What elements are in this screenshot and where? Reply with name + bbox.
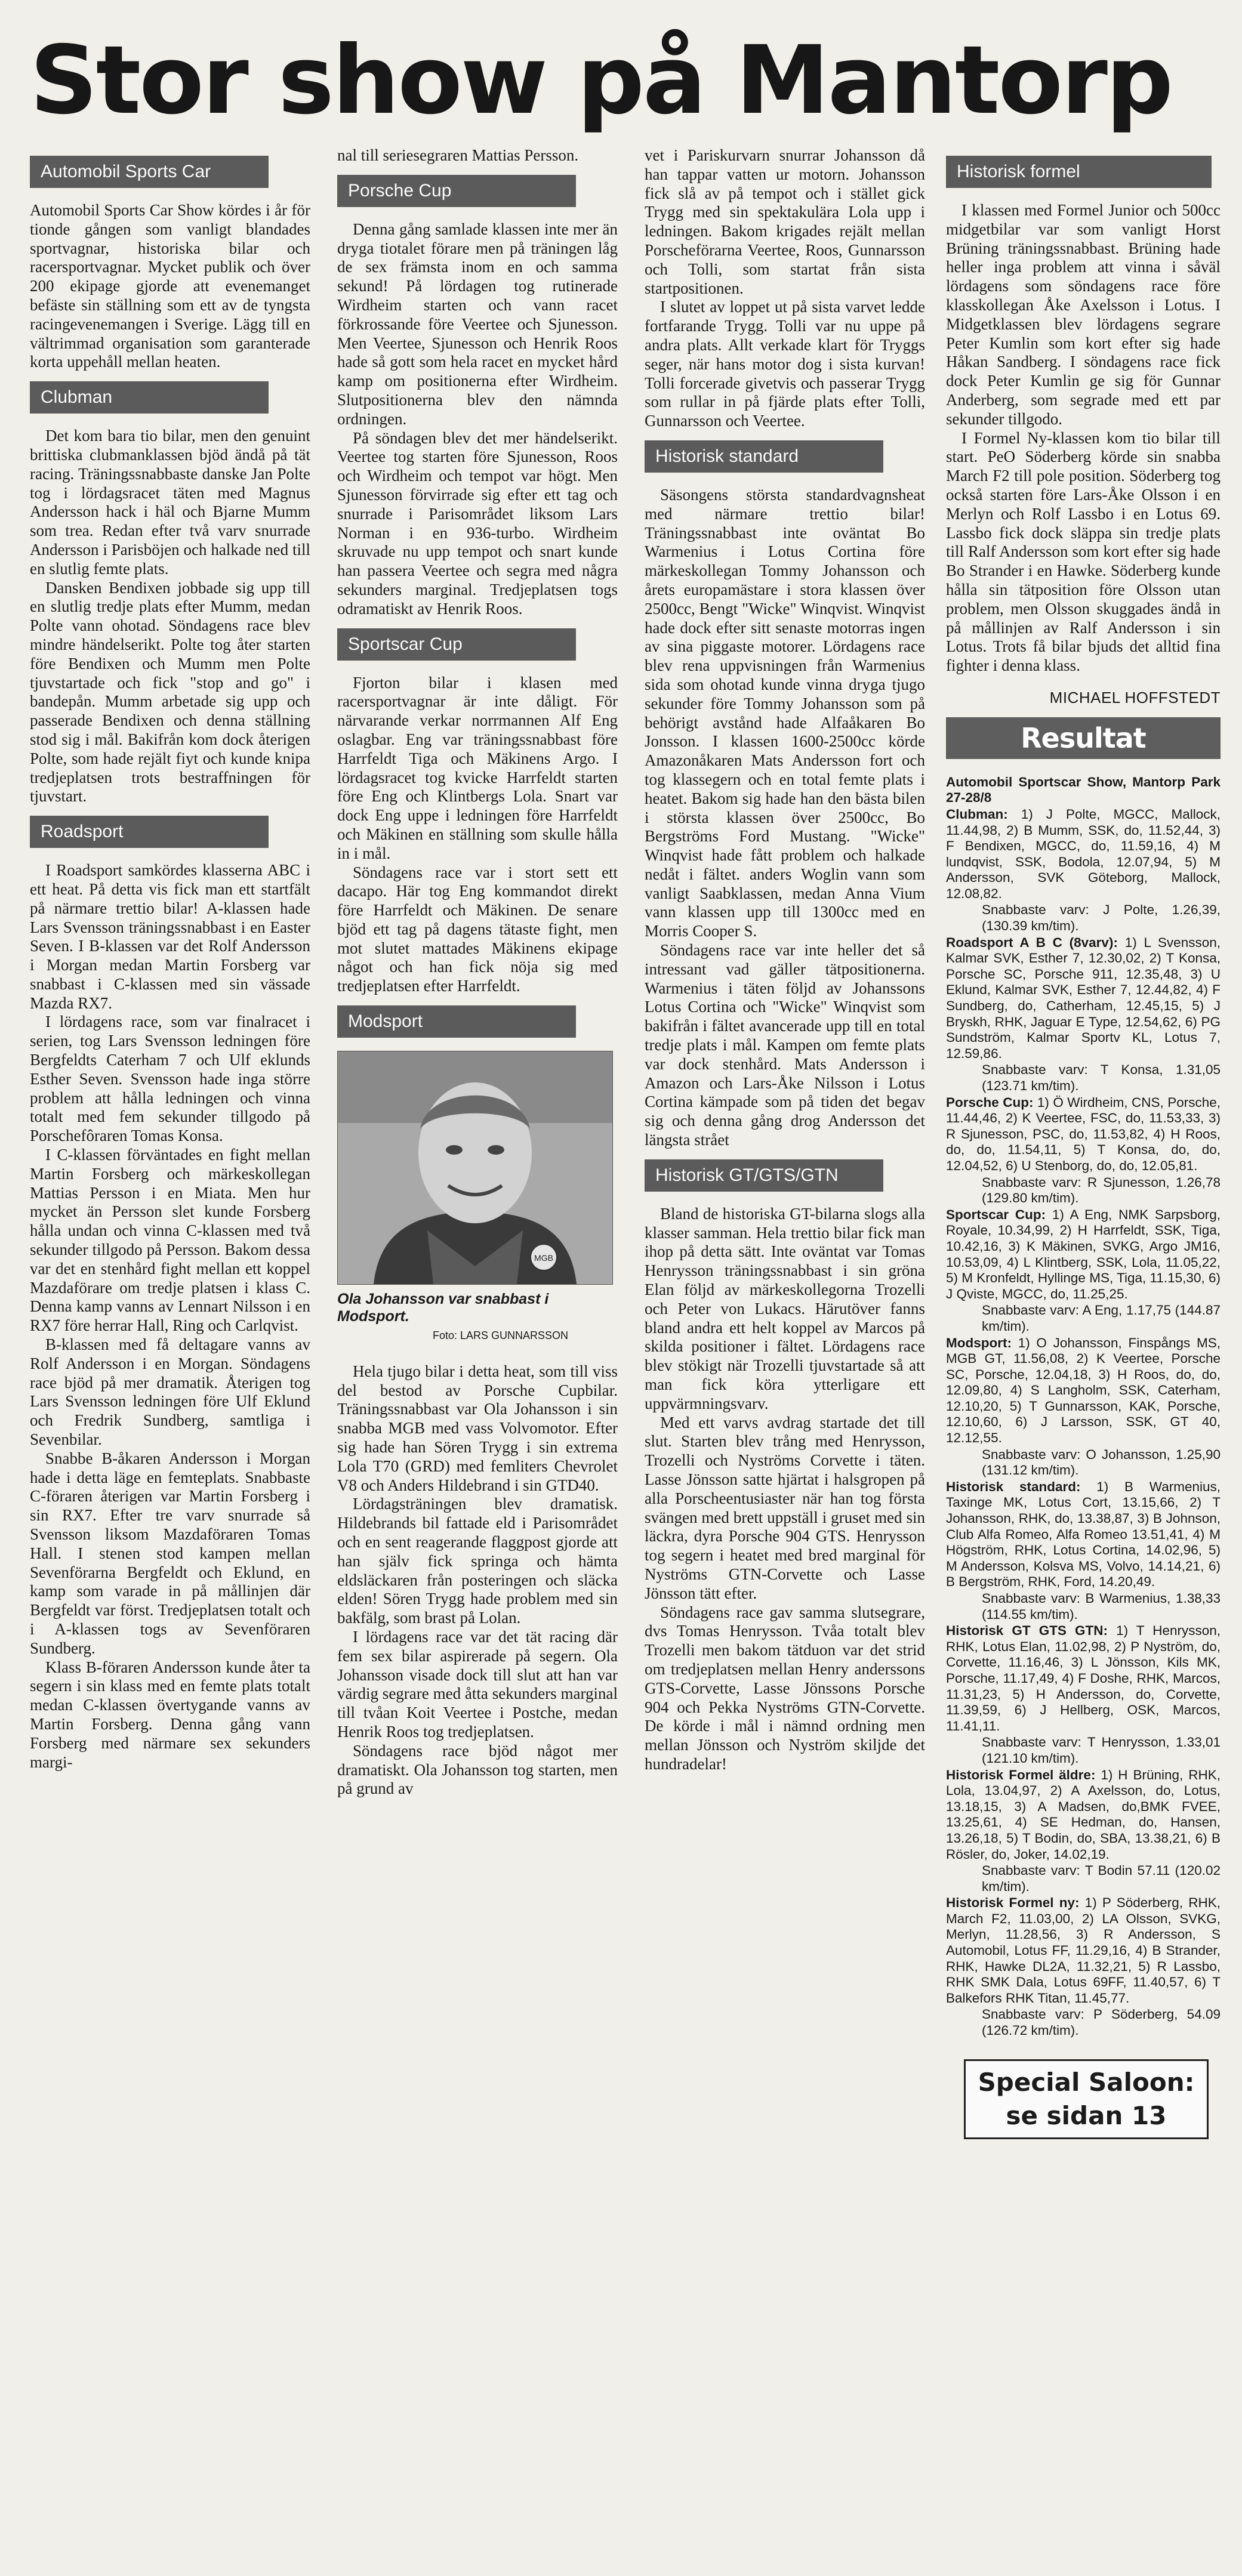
photo-badge-text: MGB xyxy=(534,1253,553,1263)
section-heading-clubman: Clubman xyxy=(30,381,269,414)
paragraph: Söndagens race var i stort sett ett dacapo. Här tog Eng kommandot direkt före Harrfeldt och Mäkinen. De senare bjöd ett tag på dagens tätaste fight, men mot slutet mattades Mäkinens ekipage något och han fick nöja sig med tredjeplatsen efter Harrfeldt. xyxy=(337,863,618,995)
section-heading-asc: Automobil Sports Car xyxy=(30,156,269,188)
photo-caption: Ola Johansson var snabbast i Modsport. xyxy=(337,1291,549,1325)
paragraph: Med ett varvs avdrag startade det till slut. Starten blev trång med Henrysson, Trozelli och Nyströms Corvette i täten. Lasse Jönsson satte hjärtat i halsgropen på alla Porscheentusiaster när han tog första svängen med brett uppställ i gruset med sin läckra, dyra Porsche 904 GTS. Henrysson tog segern i heatet med bred marginal för Nyströms GTN-Corvette och Lasse Jönsson tätt efter. xyxy=(645,1413,925,1602)
column-1 xyxy=(30,146,310,2569)
paragraph: Snabbe B-åkaren Andersson i Morgan hade i detta läge en femteplats. Snabbaste C-föraren återigen var Martin Forsberg i sin RX7. Efter tre varv snurrade så Svensson liksom Mazdaföraren Tomas Hall. I stenen stod kampen mellan Sevenförarna Bergfeldt och Eklund, en kamp som varade in på mållinjen där Bergfeldt var först. Tredjeplatsen totalt och i A-klassen togs av Sevenföraren Sundberg. xyxy=(30,1449,310,1657)
paragraph: I lördagens race var det tät racing där fem sex bilar aspirerade på segern. Ola Johansson visade dock till slut att han var värdig segrare med åtta sekunders marginal till tvåan Koit Veertee i Postche, medan Henrik Roos tog tredjeplatsen. xyxy=(337,1628,618,1741)
paragraph: Säsongens största standardvagnsheat med närmare trettio bilar! Träningssnabbast inte oväntat Bo Warmenius i Lotus Cortina före märkeskollegan Tommy Johansson och årets europamästare i stora klassen över 2500cc, Bengt "Wicke" Winqvist. Winqvist hade dock efter sitt senaste motorras ingen av sina piggaste motorer. Lördagens race blev rena uppvisningen från Warmenius sida som ohotad kunde vinna dryga tjugo sekunder före Tommy Johansson som på behörigt avstånd hade Alfaåkaren Bo Jonsson. I klassen 1600-2500cc körde Amazonåkaren Mats Andersson fort och tog klassegern och en total femte plats i heatet. Bakom sig hade han den bästa bilen i största klassen över 2500cc, Bo Bergströms Ford Mustang. "Wicke" Winqvist hade fått problem och halkade nedåt i fältet. anders Woglin vann som vanligt Saabklassen, medan Anna Vium vann klassen upp till 1300cc med en Morris Cooper S. xyxy=(645,485,925,940)
author-byline: MICHAEL HOFFSTEDT xyxy=(1049,688,1221,707)
photo-credit: Foto: LARS GUNNARSSON xyxy=(433,1329,569,1342)
page-headline: Stor show på Mantorp xyxy=(30,26,1172,135)
paragraph: vet i Pariskurvarn snurrar Johansson då han tappar vatten ur motorn. Johansson fick slå av på tempot och i stället gick Trygg med sin spektakulära Lola upp i ledningen. Bakom krigades rejält mellan Porscheförarna Veertee, Roos, Gunnarsson och Tolli, som startat från sista startpositionen. xyxy=(645,146,925,297)
paragraph: Denna gång samlade klassen inte mer än dryga tiotalet förare men på träningen låg de sex främsta inom en och samma sekund! På lördagen tog rutinerade Wirdheim starten och vann racet förkrossande före Veertee och Sjunesson. Men Veertee, Sjunesson och Henrik Roos hade så gott som hela racet en mycket hård kamp om positionerna efter Wirdheim. Slutpositionerna blev den nämnda ordningen. xyxy=(337,220,618,428)
portrait-image xyxy=(338,1051,612,1284)
paragraph: I klassen med Formel Junior och 500cc midgetbilar var som vanligt Horst Brüning träningssnabbast. Brüning hade heller inga problem att vinna i såväl lördagens som söndagens race före klasskollegan Åke Axelsson i Lotus. I Midgetklassen blev lördagens segrare Peter Kumlin som kort efter sig hade Håkan Sandberg. I söndagens race fick dock Peter Kumlin ge sig för Gunnar Anderberg, som segrade med ett par sekunder tillgodo. xyxy=(946,201,1221,428)
fastest-lap: Snabbaste varv: P Söderberg, 54.09 (126.72 km/tim). xyxy=(982,2007,1221,2038)
fastest-lap: Snabbaste varv: T Konsa, 1.31,05 (123.71 km/tim). xyxy=(982,1062,1221,1093)
column-4 xyxy=(946,146,1221,2569)
paragraph: Lördagsträningen blev dramatisk. Hildebrands bil fattade eld i Parisområdet och en sent reagerande flaggpost gjorde att han själv fick springa och hämta eldsläckaren från posteringen och släcka elden! Sören Trygg hade problem med sin bakfälg, som brast på Lolan. xyxy=(337,1495,618,1627)
paragraph: Fjorton bilar i klasen med racersportvagnar är inte dåligt. För närvarande verkar norrmannen Alf Eng oslagbar. Eng var träningssnabbast före Harrfeldt Tiga och Mäkinens Argo. I lördagsracet tog kvicke Harrfeldt starten före Eng och Klintbergs Lola. Snart var dock Eng uppe i ledningen före Harrfeldt och Mäkinen en ställning som skulle hålla in i mål. xyxy=(337,673,618,862)
result-entry: Roadsport A B C (8varv): 1) L Svensson, Kalmar SVK, Esther 7, 12.30,02, 2) T Konsa, Porsche SC, Porsche 911, 12.35,48, 3) U Eklund, Kalmar SVK, Esther 7, 12.44,82, 4) F Sundberg, do, Catherham, 12.45,15, 5) J Bryskh, RHK, Jaguar E Type, 12.54,62, 6) PG Sundström, Kalmar Sportv KL, Lotus 7, 12.59,86. xyxy=(946,934,1221,1061)
paragraph: I slutet av loppet ut på sista varvet ledde fortfarande Trygg. Tolli var nu uppe på andra plats. Allt verkade klart för Tryggs seger, när hans motor dog i sista kurvan! Tolli forcerade givetvis och passerar Trygg som rullar in på fjärde plats efter Tolli, Gunnarsson och Veertee. xyxy=(645,298,925,430)
paragraph: I lördagens race, som var finalracet i serien, tog Lars Svensson ledningen före Bergfeldts Caterham 7 och Ulf eklunds Esther Seven. Svensson hade inga större problem att hålla ledningen och vinna totalt med fem sekunder tillgodo på Porschefôraren Tomas Konsa. xyxy=(30,1013,310,1145)
section-heading-roadsport: Roadsport xyxy=(30,816,269,848)
special-saloon-page: se sidan 13 xyxy=(1006,2100,1167,2130)
results-list xyxy=(946,775,1221,2039)
column-3 xyxy=(645,146,925,2569)
paragraph: I Roadsport samkördes klasserna ABC i ett heat. På detta vis fick man ett startfält på närmare trettio bilar! A-klassen hade Lars Svensson träningssnabbast i en Easter Seven. I B-klassen var det Rolf Andersson i Morgan medan Martin Forsberg var snabbast i C-klassen med sin vässade Mazda RX7. xyxy=(30,861,310,1012)
section-heading-historisk-standard: Historisk standard xyxy=(645,440,883,473)
paragraph: I C-klassen förväntades en fight mellan Martin Forsberg och märkeskollegan Mattias Persson i en Miata. Men hur mycket än Persson slet kunde Forsberg hålla undan och vinna C-klassen med två sekunder tillgodo på Persson. Bakom dessa var det en stenhård fight mellan ett koppel Mazdaförare om tredje platsen i klass C. Denna kamp vanns av Lennart Nilsson i en RX7 före herrar Hall, Ring och Carlqvist. xyxy=(30,1146,310,1335)
result-entry: Historisk Formel äldre: 1) H Brüning, RHK, Lola, 13.04,97, 2) A Axelsson, do, Lotus, 13.18,15, 3) A Madsen, do,BMK FVEE, 13.25,61, 4) SE Hedman, do, Hansen, 13.26,18, 5) T Bodin, do, SBA, 13.38,21, 6) B Rösler, do, Joker, 14.02,19. xyxy=(946,1767,1221,1862)
column-2 xyxy=(337,146,618,2569)
section-heading-modsport: Modsport xyxy=(337,1005,576,1038)
driver-photo xyxy=(337,1051,613,1285)
paragraph: Söndagens race gav samma slutsegrare, dvs Tomas Henrysson. Tvåa totalt blev Trozelli men bakom tätduon var det strid om tredjeplatsen mellan Henry anderssons GTS-Corvette, Lasse Jönssons Porsche 904 och Pekka Nyströms GTN-Corvette. De körde i mål i nämnd ordning men mellan Jönsson och Nyström skiljde det hundradelar! xyxy=(645,1603,925,1773)
fastest-lap: Snabbaste varv: O Johansson, 1.25,90 (131.12 km/tim). xyxy=(982,1446,1221,1478)
paragraph: nal till seriesegraren Mattias Persson. xyxy=(337,146,579,164)
section-heading-porsche-cup: Porsche Cup xyxy=(337,175,576,207)
result-entry: Clubman: 1) J Polte, MGCC, Mallock, 11.44,98, 2) B Mumm, SSK, do, 11.52,44, 3) F Bendixen, MGCC, do, 11.59,16, 4) M lundqvist, SSK, Bodola, 12.07,94, 5) M Andersson, SVK Göteborg, Mallock, 12.08,82. xyxy=(946,806,1221,901)
fastest-lap: Snabbaste varv: R Sjunesson, 1.26,78 (129.80 km/tim). xyxy=(982,1174,1221,1206)
fastest-lap: Snabbaste varv: B Warmenius, 1.38,33 (114.55 km/tim). xyxy=(982,1591,1221,1622)
paragraph: På söndagen blev det mer händelserikt. Veertee tog starten före Sjunesson, Roos och Wirdheim och tempot var högt. Men Sjunesson förvirrade sig efter ett tag och snurrade i Parisområdet liksom Lars Norman i en 936-turbo. Wirdheim skruvade nu upp tempot och snart kunde han passera Veertee och segra med några sekunders marginal. Tredjeplatsen togs odramatiskt av Henrik Roos. xyxy=(337,428,618,618)
result-entry: Historisk GT GTS GTN: 1) T Henrysson, RHK, Lotus Elan, 11.02,98, 2) P Nyström, do, Corvette, 11.16,46, 3) L Jönsson, Kils MK, Porsche, 11.17,49, 4) F Doshe, RHK, Marcos, 11.31,23, 5) H Andersson, do, Corvette, 11.39,59, 6) J Hellberg, OSK, Marcos, 11.41,11. xyxy=(946,1623,1221,1733)
paragraph: Hela tjugo bilar i detta heat, som till viss del bestod av Porsche Cupbilar. Träningssnabbast var Ola Johansson i sin snabba MGB med vass Volvomotor. Efter sig hade han Sören Trygg i sin extrema Lola T70 (GRD) med femliters Chevrolet V8 och Anders Hildebrand i sin GTD40. xyxy=(337,1362,618,1494)
paragraph: Söndagens race bjöd något mer dramatiskt. Ola Johansson tog starten, men på grund av xyxy=(337,1741,618,1798)
fastest-lap: Snabbaste varv: T Henrysson, 1.33,01 (121.10 km/tim). xyxy=(982,1735,1221,1766)
section-heading-sportscar-cup: Sportscar Cup xyxy=(337,628,576,661)
paragraph: Det kom bara tio bilar, men den genuint brittiska clubmanklassen bjöd ändå på tät racing. Träningssnabbaste danske Jan Polte tog i lördagsracet täten med Magnus Andersson hack i häl och Bjarne Mumm som trea. Redan efter två varv snurrade Andersson i Parisböjen och halkade ned till en slutlig femte plats. xyxy=(30,427,310,578)
section-heading-historisk-gt: Historisk GT/GTS/GTN xyxy=(645,1159,883,1192)
result-entry: Historisk standard: 1) B Warmenius, Taxinge MK, Lotus Cort, 13.15,66, 2) T Johansson, RHK, do, 13.38,87, 3) B Johnson, Club Alfa Romeo, Alfa Romeo 13.51,41, 4) M Högström, RHK, Lotus Cortina, 14.02,96, 5) M Andersson, Kolsva MS, Volvo, 14.14,21, 6) B Bergström, RHK, Ford, 14.20,49. xyxy=(946,1479,1221,1590)
fastest-lap: Snabbaste varv: T Bodin 57.11 (120.02 km/tim). xyxy=(982,1863,1221,1894)
paragraph: Automobil Sports Car Show kördes i år för tionde gången som vanligt blandades sportvagnar, historiska bilar och racersportvagnar. Mycket publik och över 200 ekipage gjorde att evenemanget befäste sin ställning som ett av de tyngsta racingevenemangen i Sverige. Lägg till en vältrimmad organisation som garanterade korta uppehåll mellan heaten. xyxy=(30,201,310,371)
paragraph: I Formel Ny-klassen kom tio bilar till start. PeO Söderberg körde sin snabba March F2 till pole position. Söderberg tog också starten före Lars-Åke Olsson i en Merlyn och Rolf Lassbo i en Lotus 69. Lassbo fick dock släppa sin tredje plats till Ralf Andersson som kort efter sig hade Bo Strander i en Hawke. Söderberg kunde hålla sin tätposition före Olsson utan problem, men Olsson skuggades ändå in på mållinjen av Ralf Andersson i sin Lotus. Trots få bilar bjuds det alltid fina fighter i denna klass. xyxy=(946,428,1221,675)
fastest-lap: Snabbaste varv: A Eng, 1.17,75 (144.87 km/tim). xyxy=(982,1303,1221,1334)
paragraph: Klass B-föraren Andersson kunde åter ta segern i sin klass med en femte plats totalt medan C-klassen övertygande vanns av Martin Forsberg. Denna gång vann Forsberg med närmare sex sekunders margi- xyxy=(30,1658,310,1771)
results-heading: Resultat xyxy=(946,717,1221,759)
fastest-lap: Snabbaste varv: J Polte, 1.26,39, (130.39 km/tim). xyxy=(982,902,1221,934)
result-entry: Porsche Cup: 1) Ö Wirdheim, CNS, Porsche, 11.44,46, 2) K Veertee, FSC, do, 11.53,33, 3) R Sjunesson, PSC, do, 11.53,82, 4) H Roos, do, do, 11.54,11, 5) T Konsa, do, do, 12.04,52, 6) U Stenborg, do, do, 12.05,81. xyxy=(946,1094,1221,1173)
paragraph: B-klassen med få deltagare vanns av Rolf Andersson i en Morgan. Söndagens race bjöd på mer dramatik. Återigen tog Lars Svensson ledningen före Ulf Eklund och Fredrik Sundberg, samtliga i Sevenbilar. xyxy=(30,1335,310,1449)
paragraph: Söndagens race var inte heller det så intressant vad gäller tätpositionerna. Warmenius i täten följd av Johanssons Lotus Cortina och "Wicke" Winqvist som bakifrån i fältet avancerade upp till en total tredje plats i mål. Kampen om femte plats var dock stenhård. Mats Andersson i Amazon och Lars-Åke Nilsson i Lotus Cortina kämpade som på tiden det begav sig och denna gång drog Andersson det längsta strået xyxy=(645,941,925,1149)
result-entry: Modsport: 1) O Johansson, Finspångs MS, MGB GT, 11.56,08, 2) K Veertee, Porsche SC, Porsche, 12.04,18, 3) H Roos, do, do, 12.09,80, 4) S Langholm, SSK, Caterham, 12.10,20, 5) T Gunnarsson, KAK, Porsche, 12.10,60, 6) J Larsson, SSK, GT 40, 12.12,55. xyxy=(946,1335,1221,1446)
special-saloon-box xyxy=(964,2059,1209,2139)
special-saloon-label: Special Saloon: xyxy=(978,2067,1195,2097)
section-heading-historisk-formel: Historisk formel xyxy=(946,156,1212,188)
result-entry: Sportscar Cup: 1) A Eng, NMK Sarpsborg, Royale, 10.34,99, 2) H Harrfeldt, SSK, Tiga, 10.42,16, 3) K Mäkinen, SVKG, Argo JM16, 10.53,09, 4) L Klintberg, SSK, Lola, 11.05,22, 5) M Kronfeldt, Hyllinge MS, Tiga, 11.15,30, 6) J Qviste, MGCC, do, 11.25,25. xyxy=(946,1207,1221,1301)
paragraph: Bland de historiska GT-bilarna slogs alla klasser samman. Hela trettio bilar fick man ihop på detta sätt. Inte oväntat var Tomas Henrysson träningssnabbast i sin gröna Elan följd av märkeskollegorna Trozelli och Peter von Lukacs. Härutöver fanns bland andra ett helt koppel av Marcos på skilda positioner i fältet. Lördagens race blev stökigt när Trozelli tjuvstartade så att man fick köra ytterligare ett uppvärmningsvarv. xyxy=(645,1204,925,1412)
paragraph: Dansken Bendixen jobbade sig upp till en slutlig tredje plats efter Mumm, medan Polte vann ohotad. Söndagens race blev mindre händelserikt. Polte tog åter starten före Bendixen och Mumm men Polte tjuvstartade och fick "stop and go" i bandepån. Mumm arbetade sig upp och passerade Bendixen och denna ställning stod sig i mål. Bakifrån kom dock återigen Polte, som hade rejält fiyt och kunde knipa tredjeplatsen trots bestraffningen för tjuvstart. xyxy=(30,578,310,806)
results-event-title: Automobil Sportscar Show, Mantorp Park 27-28/8 xyxy=(946,774,1221,806)
result-entry: Historisk Formel ny: 1) P Söderberg, RHK, March F2, 11.03,00, 2) LA Olsson, SVKG, Merlyn, 11.28,56, 3) R Andersson, S Automobil, Lotus FF, 11.29,16, 4) B Strander, RHK, Hawke DL2A, 11.32,21, 5) R Lassbo, RHK SMK Dala, Lotus 69FF, 11.40,57, 6) T Balkefors RHK Titan, 11.45,77. xyxy=(946,1895,1221,2006)
